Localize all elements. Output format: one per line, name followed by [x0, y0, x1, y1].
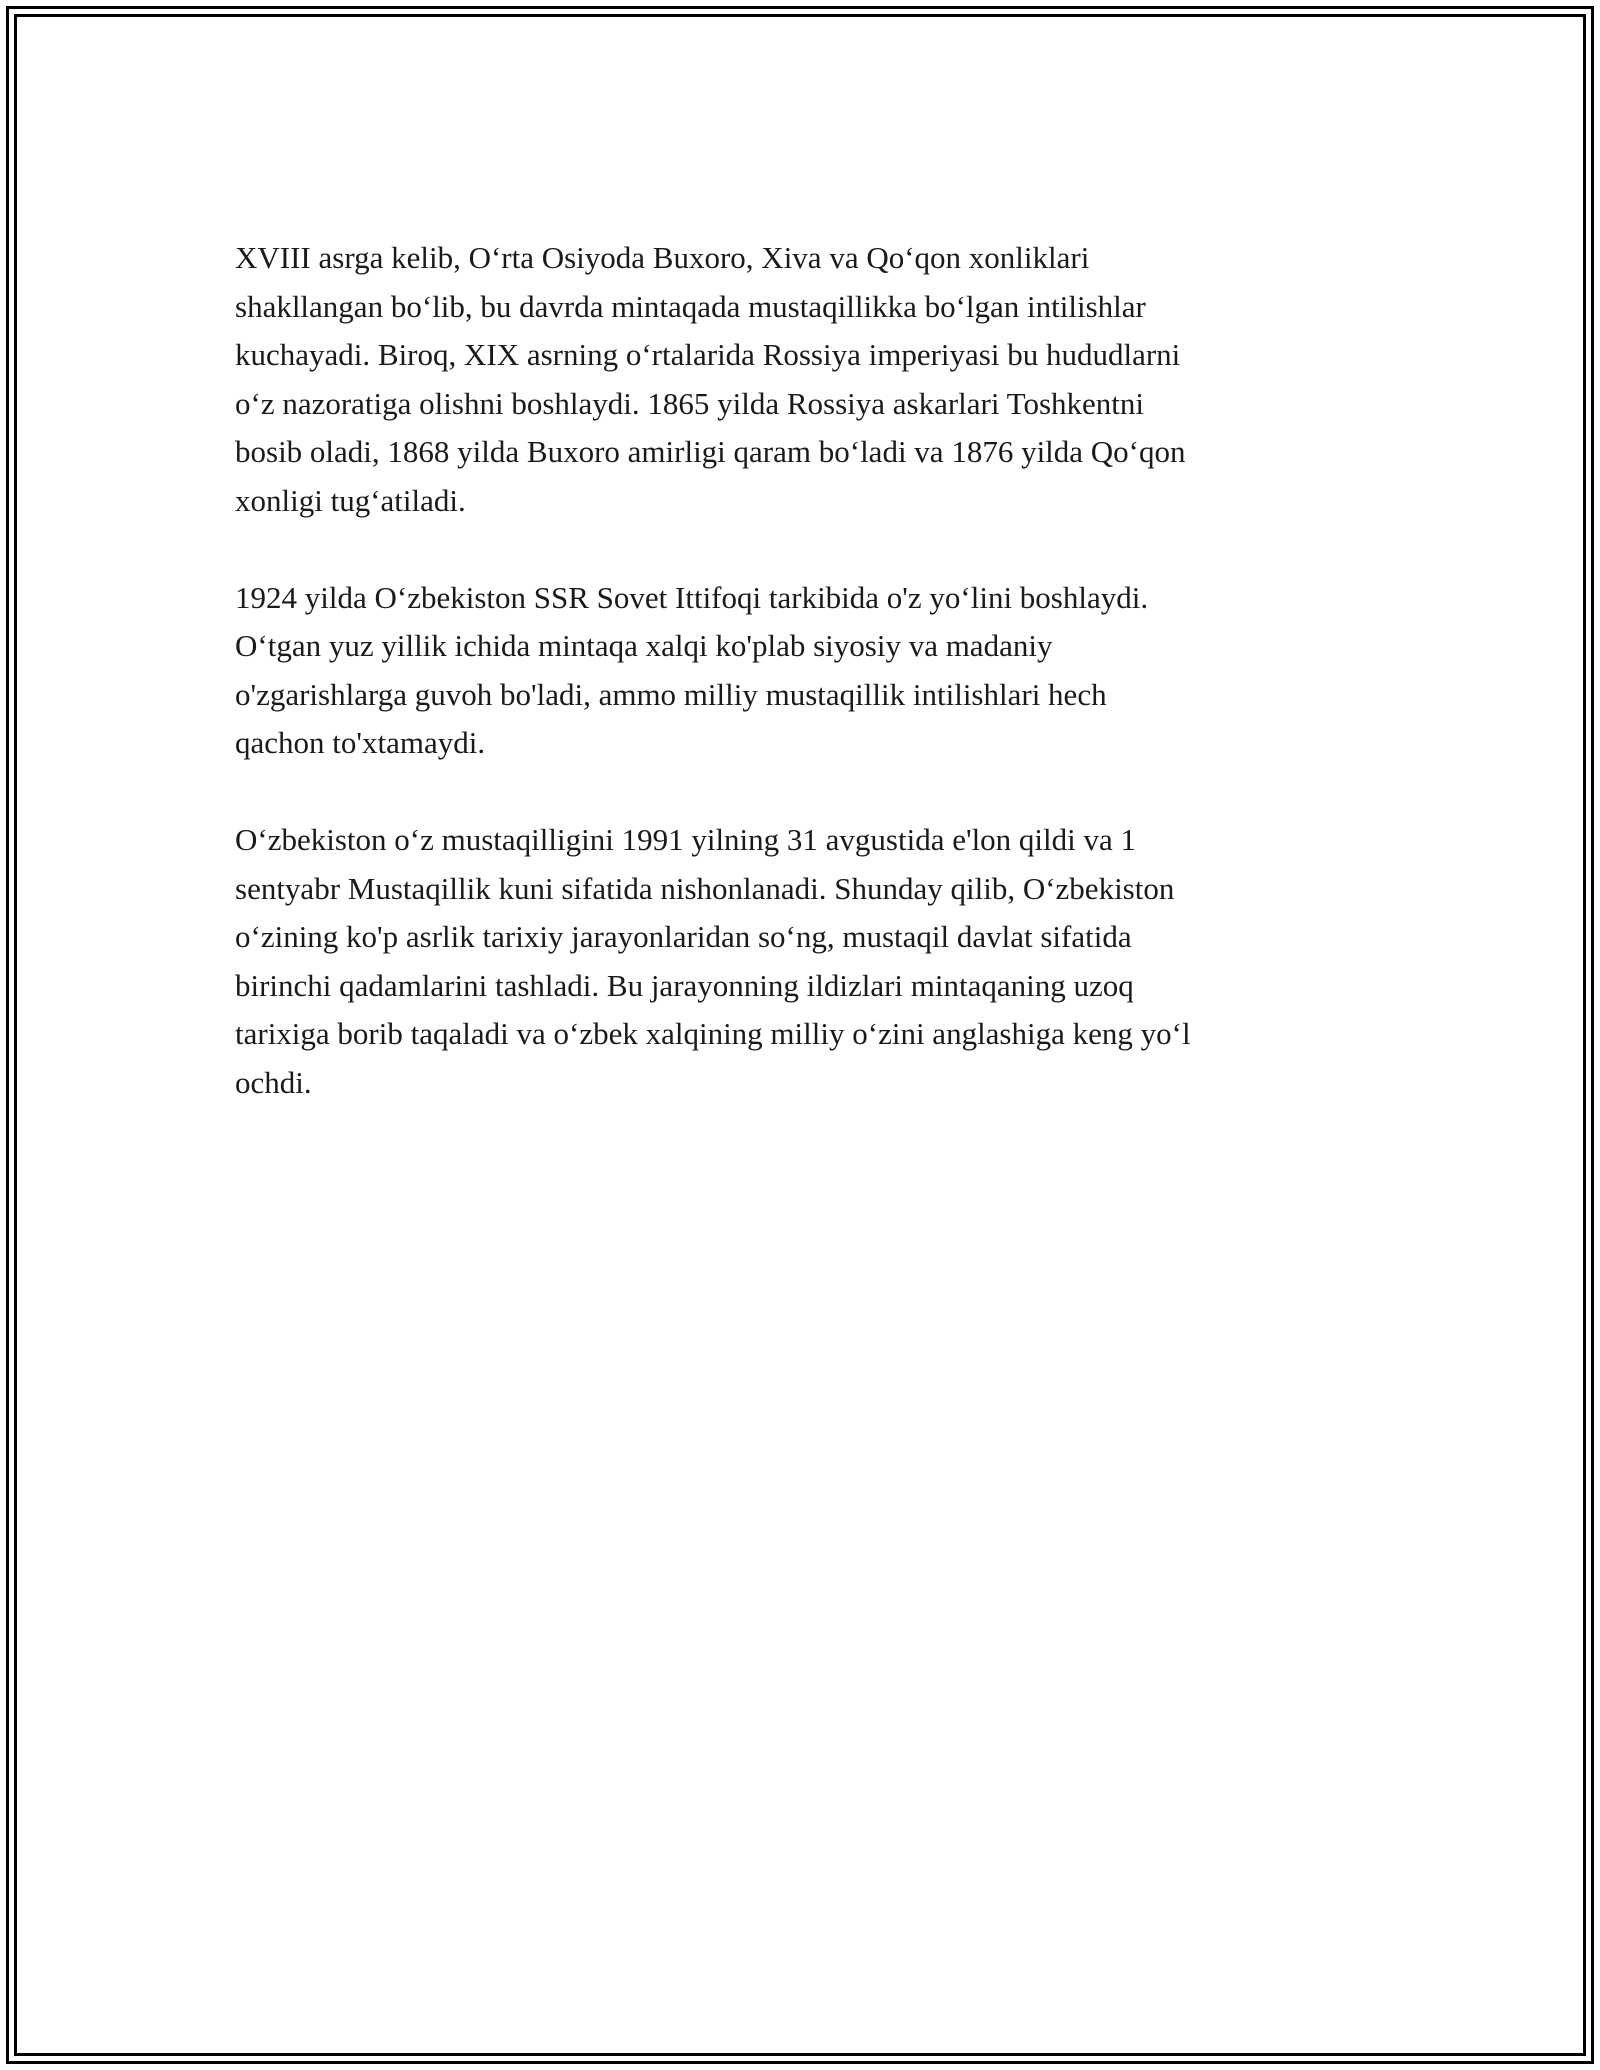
text-line: O‘tgan yuz yillik ichida mintaqa xalqi ko'plab siyosiy va madaniy [235, 628, 1053, 663]
text-line: o'zgarishlarga guvoh bo'ladi, ammo milliy mustaqillik intilishlari hech [235, 676, 1107, 712]
text-line: ochdi. [235, 1064, 312, 1100]
text-line: tarixiga borib taqaladi va o‘zbek xalqining milliy o‘zini anglashiga keng yo‘l [235, 1016, 1191, 1051]
text-line: XVIII asrga kelib, O‘rta Osiyoda Buxoro, Xiva va Qo‘qon xonliklari [235, 240, 1090, 275]
paragraph-1 [235, 234, 1385, 525]
text-line: o‘zining ko'p asrlik tarixiy jarayonlaridan so‘ng, mustaqil davlat sifatida [235, 919, 1132, 954]
text-line: birinchi qadamlarini tashladi. Bu jarayonning ildizlari mintaqaning uzoq [235, 967, 1134, 1003]
paragraph-2 [235, 574, 1385, 768]
text-line: 1924 yilda O‘zbekiston SSR Sovet Ittifoqi tarkibida o'z yo‘lini boshlaydi. [235, 579, 1149, 615]
text-line: qachon to'xtamaydi. [235, 725, 486, 760]
text-line: o‘z nazoratiga olishni boshlaydi. 1865 yilda Rossiya askarlari Toshkentni [235, 385, 1145, 421]
text-line: kuchayadi. Biroq, XIX asrning o‘rtalarida Rossiya imperiyasi bu hududlarni [235, 337, 1181, 372]
text-line: O‘zbekiston o‘z mustaqilligini 1991 yilning 31 avgustida e'lon qildi va 1 [235, 822, 1137, 857]
text-line: bosib oladi, 1868 yilda Buxoro amirligi qaram bo‘ladi va 1876 yilda Qo‘qon [235, 434, 1186, 469]
text-line: sentyabr Mustaqillik kuni sifatida nishonlanadi. Shunday qilib, O‘zbekiston [235, 870, 1175, 906]
paragraph-3 [235, 816, 1385, 1107]
document-body [235, 234, 1385, 1156]
text-line: xonligi tug‘atiladi. [235, 482, 466, 518]
text-line: shakllangan bo‘lib, bu davrda mintaqada mustaqillikka bo‘lgan intilishlar [235, 288, 1146, 324]
